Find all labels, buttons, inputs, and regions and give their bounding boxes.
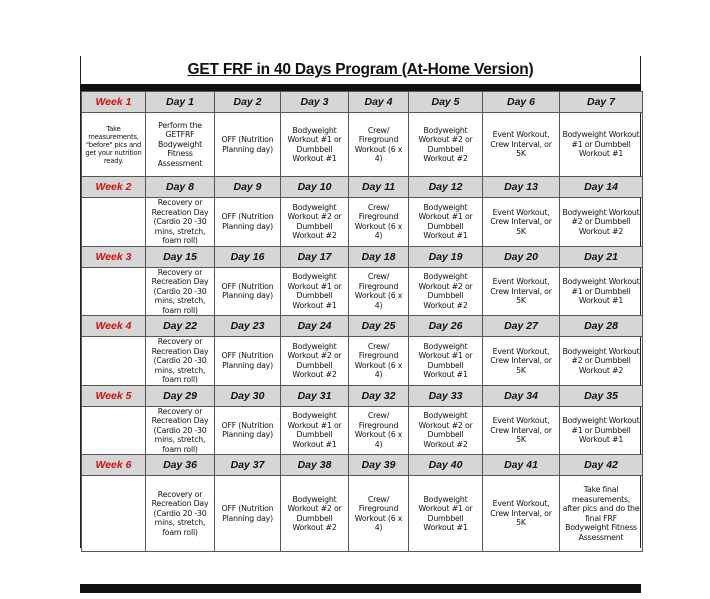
week-note: Take measurements, "before" pics and get your nutrition ready. — [82, 113, 146, 177]
day-label: Day 30 — [215, 385, 281, 406]
day-label: Day 23 — [215, 316, 281, 337]
activity-cell: Bodyweight Workout #2 or Dumbbell Workout #2 — [281, 476, 349, 552]
activity-cell: Event Workout, Crew Interval, or 5K — [483, 198, 560, 247]
activity-cell: OFF (Nutrition Planning day) — [215, 476, 281, 552]
activity-cell: Bodyweight Workout #1 or Dumbbell Workout #1 — [560, 113, 643, 177]
activity-cell: Recovery or Recreation Day (Cardio 20 -30 mins, stretch, foam roll) — [146, 406, 215, 455]
activity-row — [82, 198, 643, 247]
day-label: Day 10 — [281, 177, 349, 198]
day-label: Day 8 — [146, 177, 215, 198]
activity-cell: Crew/ Fireground Workout (6 x 4) — [349, 337, 409, 386]
week-header-row — [82, 177, 643, 198]
day-label: Day 9 — [215, 177, 281, 198]
week-label: Week 3 — [82, 246, 146, 267]
week-note — [82, 406, 146, 455]
page-title: GET FRF in 40 Days Program (At-Home Version) — [187, 61, 534, 78]
activity-cell: OFF (Nutrition Planning day) — [215, 267, 281, 316]
week-header-row — [82, 455, 643, 476]
activity-cell: Crew/ Fireground Workout (6 x 4) — [349, 113, 409, 177]
day-label: Day 31 — [281, 385, 349, 406]
day-label: Day 39 — [349, 455, 409, 476]
activity-cell: Bodyweight Workout #2 or Dumbbell Workout #2 — [281, 198, 349, 247]
week-note — [82, 476, 146, 552]
day-label: Day 27 — [483, 316, 560, 337]
day-label: Day 6 — [483, 92, 560, 113]
activity-cell: Bodyweight Workout #1 or Dumbbell Workout #1 — [409, 337, 483, 386]
day-label: Day 36 — [146, 455, 215, 476]
top-divider-bar — [80, 84, 641, 91]
week-note — [82, 337, 146, 386]
activity-cell: Bodyweight Workout #2 or Dumbbell Workout #2 — [409, 267, 483, 316]
day-label: Day 21 — [560, 246, 643, 267]
activity-cell: Crew/ Fireground Workout (6 x 4) — [349, 406, 409, 455]
day-label: Day 18 — [349, 246, 409, 267]
activity-cell: OFF (Nutrition Planning day) — [215, 406, 281, 455]
week-label: Week 1 — [82, 92, 146, 113]
activity-cell: Event Workout, Crew Interval, or 5K — [483, 267, 560, 316]
week-label: Week 6 — [82, 455, 146, 476]
day-label: Day 7 — [560, 92, 643, 113]
activity-cell: Bodyweight Workout #1 or Dumbbell Workout #1 — [560, 267, 643, 316]
activity-cell: Crew/ Fireground Workout (6 x 4) — [349, 267, 409, 316]
day-label: Day 14 — [560, 177, 643, 198]
day-label: Day 38 — [281, 455, 349, 476]
activity-cell: Bodyweight Workout #1 or Dumbbell Workout #1 — [409, 476, 483, 552]
activity-cell: OFF (Nutrition Planning day) — [215, 113, 281, 177]
day-label: Day 24 — [281, 316, 349, 337]
activity-cell: Bodyweight Workout #2 or Dumbbell Workout #2 — [409, 113, 483, 177]
activity-cell: Recovery or Recreation Day (Cardio 20 -30 mins, stretch, foam roll) — [146, 198, 215, 247]
activity-cell: Bodyweight Workout #2 or Dumbbell Workout #2 — [560, 198, 643, 247]
day-label: Day 37 — [215, 455, 281, 476]
day-label: Day 33 — [409, 385, 483, 406]
day-label: Day 13 — [483, 177, 560, 198]
day-label: Day 29 — [146, 385, 215, 406]
activity-cell: OFF (Nutrition Planning day) — [215, 198, 281, 247]
activity-row — [82, 267, 643, 316]
week-note — [82, 198, 146, 247]
activity-cell: Event Workout, Crew Interval, or 5K — [483, 406, 560, 455]
activity-cell: Perform the GETFRF Bodyweight Fitness Assessment — [146, 113, 215, 177]
activity-cell: Bodyweight Workout #1 or Dumbbell Workout #1 — [560, 406, 643, 455]
week-label: Week 4 — [82, 316, 146, 337]
day-label: Day 22 — [146, 316, 215, 337]
week-header-row — [82, 316, 643, 337]
activity-cell: Bodyweight Workout #1 or Dumbbell Workout #1 — [281, 267, 349, 316]
activity-cell: Event Workout, Crew Interval, or 5K — [483, 337, 560, 386]
activity-cell: Event Workout, Crew Interval, or 5K — [483, 476, 560, 552]
activity-cell: OFF (Nutrition Planning day) — [215, 337, 281, 386]
day-label: Day 32 — [349, 385, 409, 406]
week-header-row — [82, 246, 643, 267]
activity-cell: Recovery or Recreation Day (Cardio 20 -30 mins, stretch, foam roll) — [146, 267, 215, 316]
week-header-row — [82, 385, 643, 406]
activity-cell: Recovery or Recreation Day (Cardio 20 -30 mins, stretch, foam roll) — [146, 476, 215, 552]
program-sheet — [80, 56, 641, 548]
day-label: Day 42 — [560, 455, 643, 476]
activity-cell: Crew/ Fireground Workout (6 x 4) — [349, 476, 409, 552]
schedule-table — [81, 91, 643, 552]
activity-row — [82, 113, 643, 177]
schedule-body — [82, 92, 643, 552]
day-label: Day 41 — [483, 455, 560, 476]
activity-cell: Bodyweight Workout #2 or Dumbbell Workout #2 — [409, 406, 483, 455]
activity-cell: Bodyweight Workout #1 or Dumbbell Workout #1 — [409, 198, 483, 247]
activity-cell: Recovery or Recreation Day (Cardio 20 -30 mins, stretch, foam roll) — [146, 337, 215, 386]
day-label: Day 12 — [409, 177, 483, 198]
activity-row — [82, 337, 643, 386]
week-label: Week 5 — [82, 385, 146, 406]
day-label: Day 26 — [409, 316, 483, 337]
day-label: Day 40 — [409, 455, 483, 476]
day-label: Day 11 — [349, 177, 409, 198]
day-label: Day 20 — [483, 246, 560, 267]
day-label: Day 4 — [349, 92, 409, 113]
day-label: Day 3 — [281, 92, 349, 113]
activity-row — [82, 406, 643, 455]
day-label: Day 28 — [560, 316, 643, 337]
activity-cell: Bodyweight Workout #2 or Dumbbell Workout #2 — [560, 337, 643, 386]
activity-cell: Take final measurements, after pics and do the final FRF Bodyweight Fitness Assessment — [560, 476, 643, 552]
day-label: Day 19 — [409, 246, 483, 267]
day-label: Day 17 — [281, 246, 349, 267]
week-note — [82, 267, 146, 316]
day-label: Day 16 — [215, 246, 281, 267]
activity-cell: Bodyweight Workout #1 or Dumbbell Workout #1 — [281, 113, 349, 177]
day-label: Day 25 — [349, 316, 409, 337]
day-label: Day 15 — [146, 246, 215, 267]
activity-cell: Event Workout, Crew Interval, or 5K — [483, 113, 560, 177]
day-label: Day 2 — [215, 92, 281, 113]
activity-cell: Crew/ Fireground Workout (6 x 4) — [349, 198, 409, 247]
week-header-row — [82, 92, 643, 113]
week-label: Week 2 — [82, 177, 146, 198]
day-label: Day 1 — [146, 92, 215, 113]
day-label: Day 34 — [483, 385, 560, 406]
day-label: Day 5 — [409, 92, 483, 113]
activity-row — [82, 476, 643, 552]
activity-cell: Bodyweight Workout #2 or Dumbbell Workout #2 — [281, 337, 349, 386]
activity-cell: Bodyweight Workout #1 or Dumbbell Workout #1 — [281, 406, 349, 455]
bottom-divider-bar — [80, 584, 641, 593]
day-label: Day 35 — [560, 385, 643, 406]
